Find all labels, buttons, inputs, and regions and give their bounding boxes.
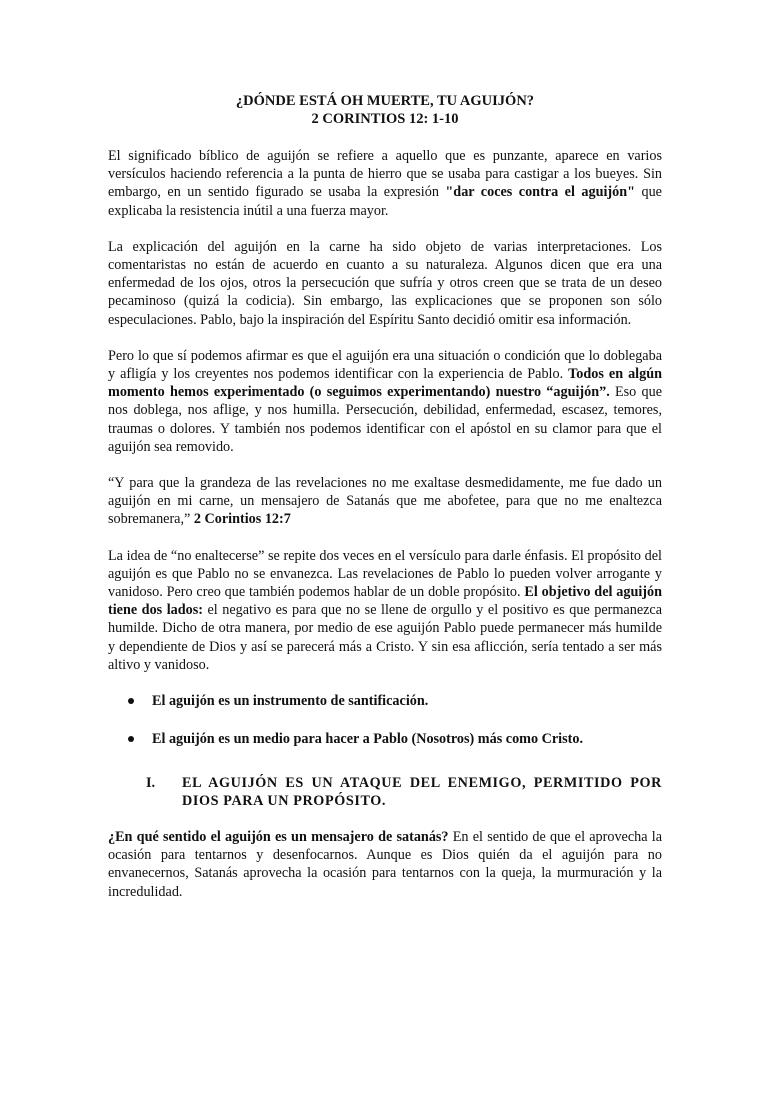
bullet-list bbox=[108, 692, 662, 748]
section-heading-1 bbox=[108, 774, 662, 810]
bullet-dot-icon bbox=[128, 698, 134, 704]
paragraph-1-bold: "dar coces contra el aguijón" bbox=[445, 184, 636, 201]
bullet-dot-icon bbox=[128, 736, 134, 742]
quote-reference: 2 Corintios 12:7 bbox=[193, 511, 291, 528]
paragraph-5-text-b: el negativo es para que no se llene de orgullo y el positivo es que permanezca humilde. Dicho de otra manera, por medio de ese aguijón Pablo puede permanecer más humilde y dependiente de Dios y así se parecerá más a Cristo. Y sin esa aflicción, sería tentado a ser más altivo y vanidoso. bbox=[108, 602, 663, 673]
title-line-1: ¿DÓNDE ESTÁ OH MUERTE, TU AGUIJÓN? bbox=[235, 93, 535, 109]
paragraph-6 bbox=[108, 828, 662, 901]
document-title bbox=[108, 92, 662, 128]
paragraph-1 bbox=[108, 147, 662, 220]
bullet-item-2 bbox=[108, 730, 662, 748]
bullet-item-2-label: El aguijón es un medio para hacer a Pablo (Nosotros) más como Cristo. bbox=[152, 731, 584, 748]
paragraph-6-bold: ¿En qué sentido el aguijón es un mensajero de satanás? bbox=[108, 829, 449, 846]
paragraph-2: La explicación del aguijón en la carne ha sido objeto de varias interpretaciones. Los comentaristas no están de acuerdo en cuanto a su naturaleza. Algunos dicen que era una enfermedad de los ojos, otros la persecución que sufría y otros creen que se trata de un deseo pecaminoso (quizá la codicia). Sin embargo, las explicaciones que se proponen son sólo especulaciones. Pablo, bajo la inspiración del Espíritu Santo decidió omitir esa información. bbox=[108, 238, 662, 328]
paragraph-1-text-a: El significado bíblico de aguijón se refiere a aquello que es punzante, aparece en varios versículos haciendo referencia a la punta de hierro que se usaba para castigar a los bueyes. Sin embargo, en un sentido figurado se usaba la expresión bbox=[108, 148, 662, 201]
paragraph-3-bold: Todos en algún momento hemos experimentado (o seguimos experimentando) nuestro “aguijón”. bbox=[108, 366, 662, 401]
bullet-item-1 bbox=[108, 692, 662, 710]
quote-text: “Y para que la grandeza de las revelaciones no me exaltase desmedidamente, me fue dado un aguijón en mi carne, un mensajero de Satanás que me abofetee, para que no me enaltezca sobremanera,” bbox=[108, 475, 662, 528]
paragraph-5 bbox=[108, 547, 662, 674]
paragraph-3 bbox=[108, 347, 662, 456]
title-line-2: 2 CORINTIOS 12: 1-10 bbox=[311, 111, 459, 127]
bullet-item-1-label: El aguijón es un instrumento de santificación. bbox=[152, 693, 429, 710]
paragraph-5-bold: El objetivo del aguijón tiene dos lados: bbox=[108, 584, 662, 619]
section-number: I. bbox=[146, 775, 156, 792]
quote-paragraph bbox=[108, 474, 662, 529]
paragraph-3-text-b: Eso que nos doblega, nos aflige, y nos humilla. Persecución, debilidad, enfermedad, escasez, temores, traumas o dolores. Y también nos podemos identificar con el apóstol en su clamor para que el aguijón sea removido. bbox=[108, 384, 662, 455]
paragraph-1-text-b: que explicaba la resistencia inútil a una fuerza mayor. bbox=[108, 184, 662, 219]
paragraph-5-text-a: La idea de “no enaltecerse” se repite dos veces en el versículo para darle énfasis. El propósito del aguijón es que Pablo no se envanezca. Las revelaciones de Pablo lo pueden volver arrogante y vanidoso. Pero creo que también podemos hablar de un doble propósito. bbox=[108, 547, 662, 601]
paragraph-3-text-a: Pero lo que sí podemos afirmar es que el aguijón era una situación o condición que lo doblegaba y afligía y los creyentes nos podemos identificar con la experiencia de Pablo. bbox=[108, 347, 662, 383]
section-heading-text: EL AGUIJÓN ES UN ATAQUE DEL ENEMIGO, PERMITIDO POR DIOS PARA UN PROPÓSITO. bbox=[182, 775, 662, 810]
paragraph-6-text: En el sentido de que el aprovecha la ocasión para tentarnos y desenfocarnos. Aunque es Dios quién da el aguijón para no envanecernos, Satanás aprovecha la ocasión para tentarnos con la queja, la murmuración y la incredulidad. bbox=[108, 829, 662, 900]
document-page bbox=[0, 92, 768, 1116]
